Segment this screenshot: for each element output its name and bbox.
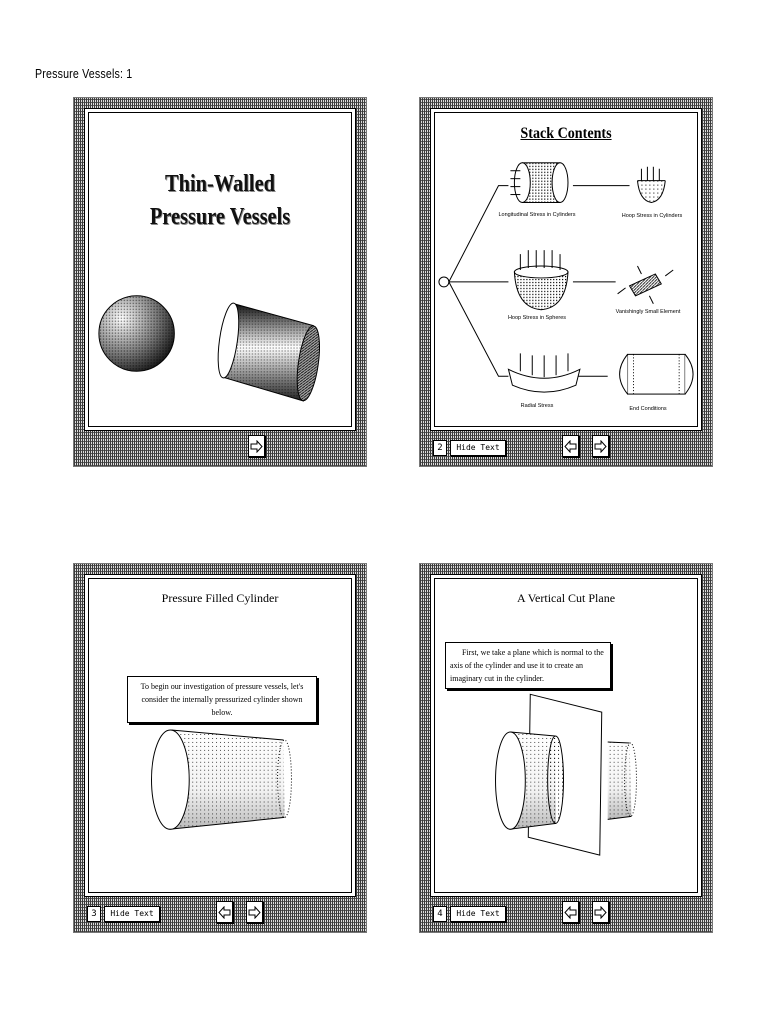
slide-number: 4 — [433, 906, 447, 922]
arrow-left-icon — [564, 440, 577, 453]
end-conditions-icon — [620, 354, 693, 394]
slide-canvas — [84, 108, 356, 431]
item-caption[interactable]: Vanishingly Small Element — [615, 309, 681, 315]
next-button[interactable] — [248, 435, 265, 457]
radial-stress-icon — [508, 353, 579, 392]
slide-title: A Vertical Cut Plane — [516, 591, 616, 605]
slide-card-3 — [73, 563, 367, 933]
slide-footer — [84, 435, 356, 463]
item-caption[interactable]: Radial Stress — [520, 403, 554, 409]
slide-canvas — [430, 108, 702, 431]
cylinder-illustration — [85, 575, 355, 896]
contents-diagram — [431, 109, 701, 430]
arrow-right-icon — [248, 906, 261, 919]
slide-title-line2: Pressure Vessels — [149, 204, 291, 230]
arrow-right-icon — [250, 440, 263, 453]
item-caption[interactable]: End Conditions — [629, 406, 667, 412]
slide-card-1 — [73, 97, 367, 467]
vessel-illustration — [85, 109, 355, 430]
sphere-image — [99, 296, 174, 371]
next-button[interactable] — [592, 901, 609, 923]
arrow-left-icon — [218, 906, 231, 919]
slide-number: 2 — [433, 440, 447, 456]
hide-text-button[interactable]: Hide Text — [450, 906, 506, 922]
item-caption[interactable]: Hoop Stress in Spheres — [507, 315, 567, 321]
slide-canvas — [430, 574, 702, 897]
prev-button[interactable] — [562, 435, 579, 457]
text-note: To begin our investigation of pressure vessels, let's consider the internally pressurized cylinder shown below. — [127, 676, 317, 723]
slide-canvas — [84, 574, 356, 897]
slide-card-4 — [419, 563, 713, 933]
arrow-left-icon — [564, 906, 577, 919]
arrow-right-icon — [594, 440, 607, 453]
slide-footer — [84, 901, 356, 929]
cylinder-image — [214, 302, 323, 402]
hoop-stress-sphere-icon — [514, 250, 568, 310]
hide-text-button[interactable]: Hide Text — [450, 440, 506, 456]
slide-title: Stack Contents — [520, 125, 612, 142]
slide-card-2 — [419, 97, 713, 467]
next-button[interactable] — [592, 435, 609, 457]
small-element-icon — [618, 266, 674, 304]
cut-plane-illustration — [431, 575, 701, 896]
item-caption[interactable]: Longitudinal Stress in Cylinders — [498, 212, 576, 218]
hoop-stress-cylinder-icon — [637, 167, 665, 203]
arrow-right-icon — [594, 906, 607, 919]
prev-button[interactable] — [216, 901, 233, 923]
longitudinal-stress-icon — [510, 163, 568, 203]
text-note: First, we take a plane which is normal to the axis of the cylinder and use it to create an imaginary cut in the cylinder. — [445, 642, 611, 689]
slide-number: 3 — [87, 906, 101, 922]
slide-title: Pressure Filled Cylinder — [161, 591, 279, 605]
item-caption[interactable]: Hoop Stress in Cylinders — [621, 213, 683, 219]
slide-footer — [430, 901, 702, 929]
hide-text-button[interactable]: Hide Text — [104, 906, 160, 922]
page-header: Pressure Vessels: 1 — [35, 66, 133, 81]
next-button[interactable] — [246, 901, 263, 923]
slide-title-line1: Thin-Walled — [165, 171, 275, 197]
prev-button[interactable] — [562, 901, 579, 923]
slide-footer — [430, 435, 702, 463]
